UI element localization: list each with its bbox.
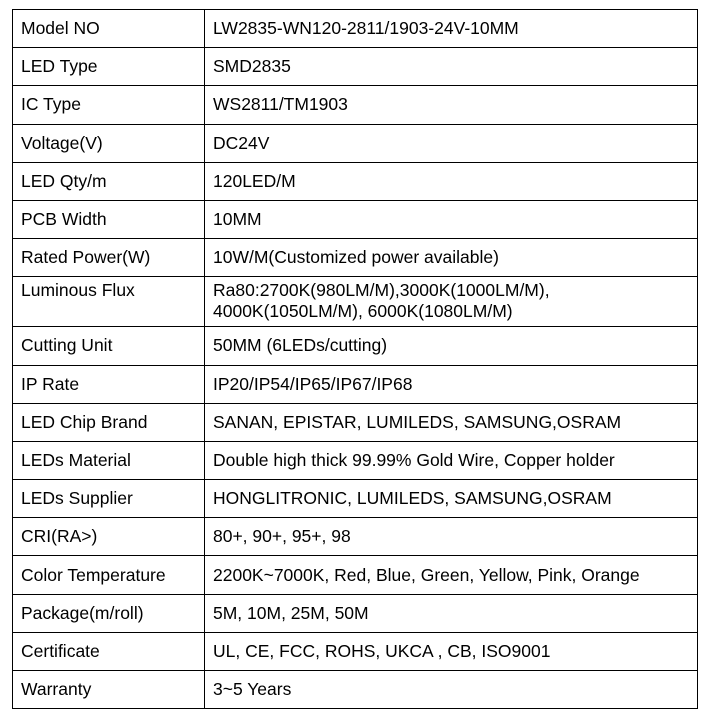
spec-label: Luminous Flux <box>13 277 205 327</box>
spec-value <box>205 277 698 327</box>
spec-row-luminous-flux <box>13 277 698 327</box>
spec-label: PCB Width <box>13 200 205 238</box>
spec-label: LEDs Material <box>13 441 205 479</box>
spec-row-certificate <box>13 632 698 670</box>
spec-row-voltage <box>13 124 698 162</box>
spec-label: Model NO <box>13 10 205 48</box>
spec-value: 3~5 Years <box>205 671 698 709</box>
spec-value: 50MM (6LEDs/cutting) <box>205 327 698 365</box>
spec-label: CRI(RA>) <box>13 518 205 556</box>
spec-label: LED Chip Brand <box>13 403 205 441</box>
spec-table <box>12 9 698 709</box>
spec-label: LED Qty/m <box>13 162 205 200</box>
spec-label: Rated Power(W) <box>13 239 205 277</box>
spec-label: Package(m/roll) <box>13 594 205 632</box>
spec-label: LEDs Supplier <box>13 480 205 518</box>
spec-value: WS2811/TM1903 <box>205 86 698 124</box>
spec-label: Certificate <box>13 632 205 670</box>
spec-label: Color Temperature <box>13 556 205 594</box>
spec-value: SMD2835 <box>205 48 698 86</box>
spec-row-color-temperature <box>13 556 698 594</box>
spec-row-package <box>13 594 698 632</box>
spec-row-leds-material <box>13 441 698 479</box>
spec-value: UL, CE, FCC, ROHS, UKCA , CB, ISO9001 <box>205 632 698 670</box>
spec-label: IP Rate <box>13 365 205 403</box>
spec-value: 10MM <box>205 200 698 238</box>
spec-value: Double high thick 99.99% Gold Wire, Copper holder <box>205 441 698 479</box>
spec-value: SANAN, EPISTAR, LUMILEDS, SAMSUNG,OSRAM <box>205 403 698 441</box>
spec-value: 80+, 90+, 95+, 98 <box>205 518 698 556</box>
spec-label: LED Type <box>13 48 205 86</box>
spec-row-cutting-unit <box>13 327 698 365</box>
spec-label: Voltage(V) <box>13 124 205 162</box>
spec-value-line: Ra80:2700K(980LM/M),3000K(1000LM/M), <box>213 280 550 301</box>
spec-value: 2200K~7000K, Red, Blue, Green, Yellow, Pink, Orange <box>205 556 698 594</box>
spec-row-warranty <box>13 671 698 709</box>
spec-row-led-qty <box>13 162 698 200</box>
spec-value: IP20/IP54/IP65/IP67/IP68 <box>205 365 698 403</box>
spec-row-leds-supplier <box>13 480 698 518</box>
spec-row-pcb-width <box>13 200 698 238</box>
spec-label: Warranty <box>13 671 205 709</box>
spec-value: 120LED/M <box>205 162 698 200</box>
spec-value-line: 4000K(1050LM/M), 6000K(1080LM/M) <box>213 301 513 322</box>
spec-row-cri <box>13 518 698 556</box>
spec-value: DC24V <box>205 124 698 162</box>
spec-row-ip-rate <box>13 365 698 403</box>
spec-label: IC Type <box>13 86 205 124</box>
spec-row-model-no <box>13 10 698 48</box>
spec-value: 10W/M(Customized power available) <box>205 239 698 277</box>
spec-value: LW2835-WN120-2811/1903-24V-10MM <box>205 10 698 48</box>
spec-row-led-chip-brand <box>13 403 698 441</box>
spec-label: Cutting Unit <box>13 327 205 365</box>
spec-value: HONGLITRONIC, LUMILEDS, SAMSUNG,OSRAM <box>205 480 698 518</box>
spec-value: 5M, 10M, 25M, 50M <box>205 594 698 632</box>
spec-row-rated-power <box>13 239 698 277</box>
spec-row-ic-type <box>13 86 698 124</box>
spec-row-led-type <box>13 48 698 86</box>
